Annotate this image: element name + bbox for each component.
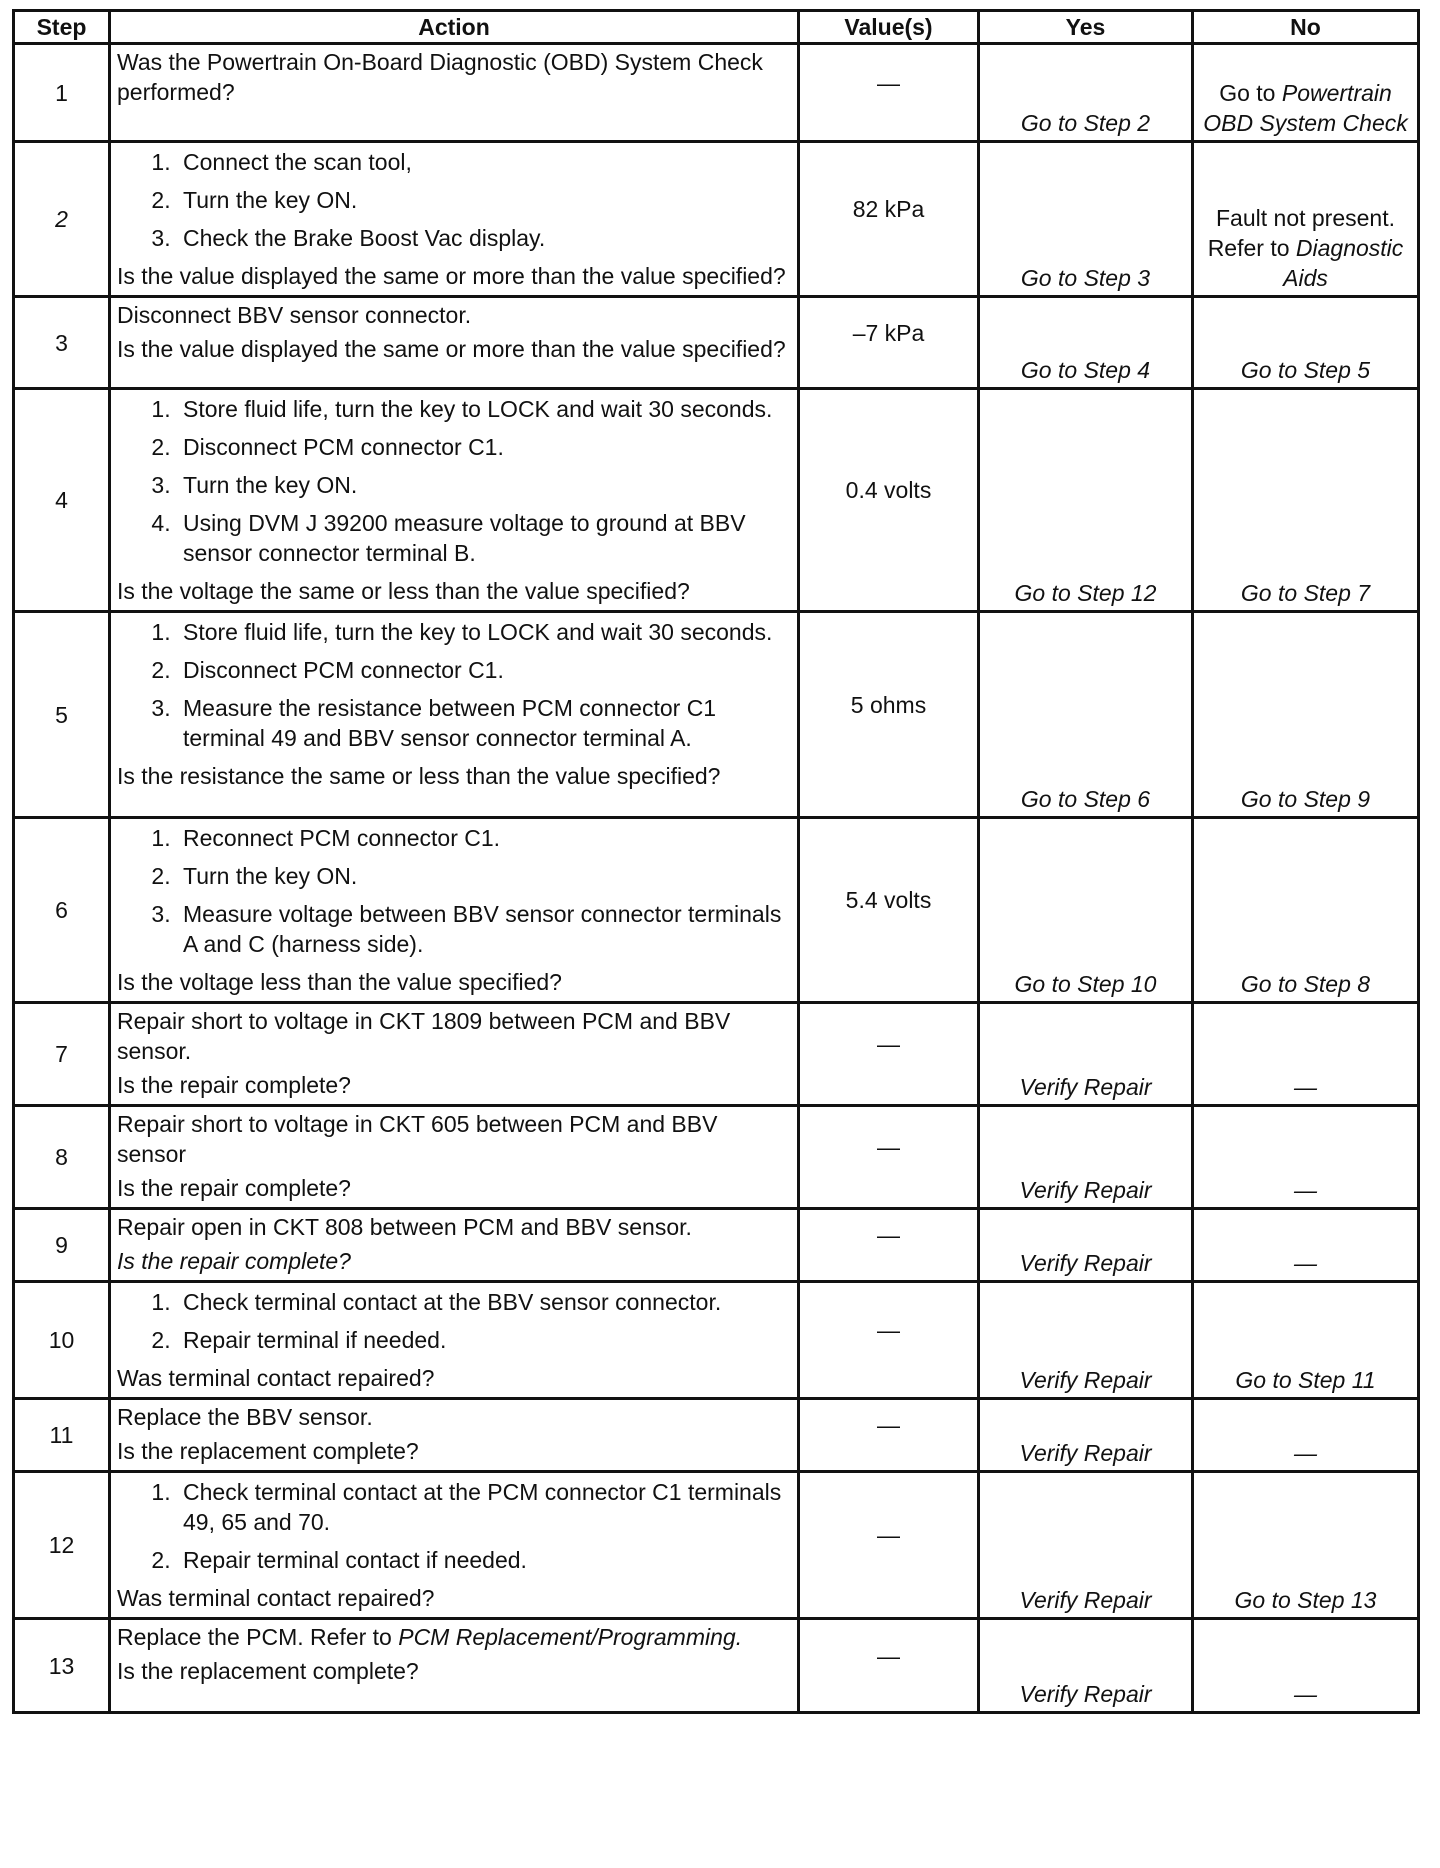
action-cell	[110, 1619, 799, 1713]
table-row	[14, 1399, 1419, 1472]
step-number: 5	[14, 612, 110, 818]
yes-action: Go to Step 6	[1020, 786, 1151, 812]
header-yes: Yes	[979, 11, 1193, 44]
no-action-reference: Diagnostic Aids	[1283, 235, 1404, 291]
action-question: Is the replacement complete?	[117, 1658, 419, 1684]
no-cell	[1193, 1472, 1419, 1619]
action-text-plain: Disconnect BBV sensor connector.	[117, 302, 472, 328]
action-steps-list	[117, 823, 791, 959]
action-reference: PCM Replacement/Programming.	[398, 1624, 743, 1650]
no-action: —	[1294, 1440, 1317, 1466]
action-text-plain: Replace the BBV sensor.	[117, 1404, 373, 1430]
action-step-item: 1. Reconnect PCM connector C1.	[177, 823, 791, 853]
yes-action: Verify Repair	[1019, 1177, 1152, 1203]
action-text	[117, 300, 791, 330]
no-action: Go to Step 5	[1240, 357, 1371, 383]
no-cell	[1193, 44, 1419, 142]
no-cell	[1193, 1399, 1419, 1472]
header-no: No	[1193, 11, 1419, 44]
action-question: Is the resistance the same or less than the value specified?	[117, 763, 721, 789]
yes-cell	[979, 1209, 1193, 1282]
value-text: 5.4 volts	[845, 887, 932, 913]
table-row	[14, 1282, 1419, 1399]
no-cell	[1193, 389, 1419, 612]
value-text: —	[877, 1222, 900, 1248]
value-text: 5 ohms	[850, 691, 927, 718]
no-cell	[1193, 1209, 1419, 1282]
table-row	[14, 1106, 1419, 1209]
step-number: 11	[14, 1399, 110, 1472]
table-row	[14, 1003, 1419, 1106]
table-row	[14, 1209, 1419, 1282]
yes-cell	[979, 1106, 1193, 1209]
yes-action: Verify Repair	[1019, 1587, 1152, 1613]
value-cell	[799, 297, 979, 389]
yes-cell	[979, 1003, 1193, 1106]
no-action-reference: Powertrain OBD System Check	[1203, 80, 1408, 136]
no-action: —	[1294, 1074, 1317, 1100]
table-row	[14, 1472, 1419, 1619]
yes-action: Verify Repair	[1019, 1367, 1152, 1393]
step-number: 2	[14, 142, 110, 297]
action-step-item: 4. Using DVM J 39200 measure voltage to ground at BBV sensor connector terminal B.	[177, 508, 791, 568]
no-action: Go to Step 11	[1235, 1367, 1376, 1393]
yes-cell	[979, 1472, 1193, 1619]
step-number: 1	[14, 44, 110, 142]
action-steps-list	[117, 1287, 791, 1355]
action-step-item: 1. Store fluid life, turn the key to LOCK and wait 30 seconds.	[177, 394, 791, 424]
action-cell	[110, 142, 799, 297]
no-cell	[1193, 1619, 1419, 1713]
no-action	[1200, 203, 1411, 293]
table-row	[14, 612, 1419, 818]
action-cell	[110, 1209, 799, 1282]
value-text: —	[877, 1642, 900, 1669]
action-step-item: 1. Connect the scan tool,	[177, 147, 791, 177]
action-question: Is the replacement complete?	[117, 1438, 419, 1464]
action-question: Is the voltage less than the value specified?	[117, 969, 562, 995]
no-action-plain: Fault not present. Refer to	[1207, 205, 1395, 261]
value-cell	[799, 1209, 979, 1282]
table-row	[14, 1619, 1419, 1713]
action-cell	[110, 1282, 799, 1399]
step-number: 10	[14, 1282, 110, 1399]
step-number: 8	[14, 1106, 110, 1209]
no-cell	[1193, 1106, 1419, 1209]
action-step-item: 2. Repair terminal if needed.	[177, 1325, 791, 1355]
step-number: 6	[14, 818, 110, 1003]
value-cell	[799, 612, 979, 818]
yes-cell	[979, 389, 1193, 612]
action-step-item: 1. Check terminal contact at the PCM connector C1 terminals 49, 65 and 70.	[177, 1477, 791, 1537]
action-text	[117, 1006, 791, 1066]
action-steps-list	[117, 1477, 791, 1575]
value-cell	[799, 142, 979, 297]
value-cell	[799, 1399, 979, 1472]
action-question: Is the repair complete?	[117, 1072, 351, 1098]
value-text: —	[877, 1522, 900, 1548]
table-row	[14, 818, 1419, 1003]
yes-cell	[979, 142, 1193, 297]
header-action: Action	[110, 11, 799, 44]
no-action: —	[1294, 1681, 1317, 1707]
action-step-item: 2. Repair terminal contact if needed.	[177, 1545, 791, 1575]
action-text-plain: Repair open in CKT 808 between PCM and BBV sensor.	[117, 1214, 692, 1240]
action-cell	[110, 1399, 799, 1472]
action-text	[117, 47, 791, 107]
value-text: –7 kPa	[852, 319, 925, 346]
action-step-item: 2. Turn the key ON.	[177, 861, 791, 891]
action-text-plain: Was the Powertrain On-Board Diagnostic (OBD) System Check performed?	[117, 49, 763, 105]
action-text-plain: Repair short to voltage in CKT 605 between PCM and BBV sensor	[117, 1111, 718, 1167]
table-row	[14, 389, 1419, 612]
step-number: 4	[14, 389, 110, 612]
value-text: —	[877, 1134, 900, 1160]
action-text	[117, 1109, 791, 1169]
action-cell	[110, 1106, 799, 1209]
action-question: Is the value displayed the same or more than the value specified?	[117, 263, 786, 289]
action-question: Is the value displayed the same or more than the value specified?	[117, 336, 786, 362]
value-text: —	[877, 69, 900, 96]
value-cell	[799, 389, 979, 612]
action-question: Is the voltage the same or less than the value specified?	[117, 578, 690, 604]
step-number: 9	[14, 1209, 110, 1282]
yes-action: Go to Step 3	[1020, 265, 1151, 291]
no-cell	[1193, 1003, 1419, 1106]
action-step-item: 1. Check terminal contact at the BBV sensor connector.	[177, 1287, 791, 1317]
action-text-plain: Repair short to voltage in CKT 1809 between PCM and BBV sensor.	[117, 1008, 731, 1064]
action-text	[117, 1622, 791, 1652]
yes-action: Go to Step 4	[1020, 357, 1151, 383]
step-number: 12	[14, 1472, 110, 1619]
yes-action: Go to Step 2	[1020, 110, 1151, 136]
no-action: Go to Step 7	[1240, 580, 1371, 606]
action-step-item: 2. Turn the key ON.	[177, 185, 791, 215]
action-text	[117, 1212, 791, 1242]
action-step-item: 3. Check the Brake Boost Vac display.	[177, 223, 791, 253]
value-cell	[799, 818, 979, 1003]
yes-action: Go to Step 12	[1014, 580, 1157, 606]
yes-cell	[979, 612, 1193, 818]
yes-cell	[979, 297, 1193, 389]
no-cell	[1193, 297, 1419, 389]
value-cell	[799, 1472, 979, 1619]
header-values: Value(s)	[799, 11, 979, 44]
action-steps-list	[117, 617, 791, 753]
yes-action: Verify Repair	[1019, 1250, 1152, 1276]
action-step-item: 2. Disconnect PCM connector C1.	[177, 432, 791, 462]
diagnostic-table	[12, 9, 1420, 1714]
no-cell	[1193, 142, 1419, 297]
no-action: Go to Step 8	[1240, 971, 1371, 997]
table-header-row	[14, 11, 1419, 44]
no-action	[1200, 78, 1411, 138]
value-cell	[799, 44, 979, 142]
yes-cell	[979, 1282, 1193, 1399]
value-text: —	[877, 1031, 900, 1057]
value-cell	[799, 1003, 979, 1106]
action-cell	[110, 818, 799, 1003]
no-action: Go to Step 9	[1240, 786, 1371, 812]
action-step-item: 3. Turn the key ON.	[177, 470, 791, 500]
action-cell	[110, 612, 799, 818]
yes-action: Verify Repair	[1019, 1074, 1152, 1100]
no-cell	[1193, 1282, 1419, 1399]
action-steps-list	[117, 394, 791, 568]
action-cell	[110, 297, 799, 389]
yes-cell	[979, 1619, 1193, 1713]
no-cell	[1193, 818, 1419, 1003]
no-cell	[1193, 612, 1419, 818]
yes-action: Go to Step 10	[1014, 971, 1157, 997]
action-text	[117, 1402, 791, 1432]
table-row	[14, 142, 1419, 297]
value-text: —	[877, 1317, 900, 1343]
value-cell	[799, 1282, 979, 1399]
action-cell	[110, 1472, 799, 1619]
action-cell	[110, 1003, 799, 1106]
yes-action: Verify Repair	[1019, 1681, 1152, 1707]
yes-cell	[979, 818, 1193, 1003]
no-action: —	[1294, 1177, 1317, 1203]
action-question: Is the repair complete?	[117, 1175, 351, 1201]
table-row	[14, 297, 1419, 389]
table-row	[14, 44, 1419, 142]
step-number: 7	[14, 1003, 110, 1106]
yes-action: Verify Repair	[1019, 1440, 1152, 1466]
action-question: Is the repair complete?	[117, 1248, 351, 1274]
value-cell	[799, 1106, 979, 1209]
value-text: —	[877, 1412, 900, 1438]
yes-cell	[979, 1399, 1193, 1472]
action-step-item: 3. Measure voltage between BBV sensor connector terminals A and C (harness side).	[177, 899, 791, 959]
no-action: Go to Step 13	[1234, 1587, 1377, 1613]
action-step-item: 3. Measure the resistance between PCM connector C1 terminal 49 and BBV sensor connector terminal A.	[177, 693, 791, 753]
value-cell	[799, 1619, 979, 1713]
step-number: 3	[14, 297, 110, 389]
header-step: Step	[14, 11, 110, 44]
action-question: Was terminal contact repaired?	[117, 1585, 435, 1611]
action-question: Was terminal contact repaired?	[117, 1365, 435, 1391]
action-step-item: 1. Store fluid life, turn the key to LOCK and wait 30 seconds.	[177, 617, 791, 647]
action-steps-list	[117, 147, 791, 253]
yes-cell	[979, 44, 1193, 142]
action-text-plain: Replace the PCM. Refer to	[117, 1624, 392, 1650]
value-text: 0.4 volts	[845, 477, 932, 503]
step-number: 13	[14, 1619, 110, 1713]
action-cell	[110, 44, 799, 142]
action-cell	[110, 389, 799, 612]
value-text: 82 kPa	[852, 196, 925, 222]
no-action: —	[1294, 1250, 1317, 1276]
no-action-plain: Go to	[1219, 80, 1276, 106]
action-step-item: 2. Disconnect PCM connector C1.	[177, 655, 791, 685]
